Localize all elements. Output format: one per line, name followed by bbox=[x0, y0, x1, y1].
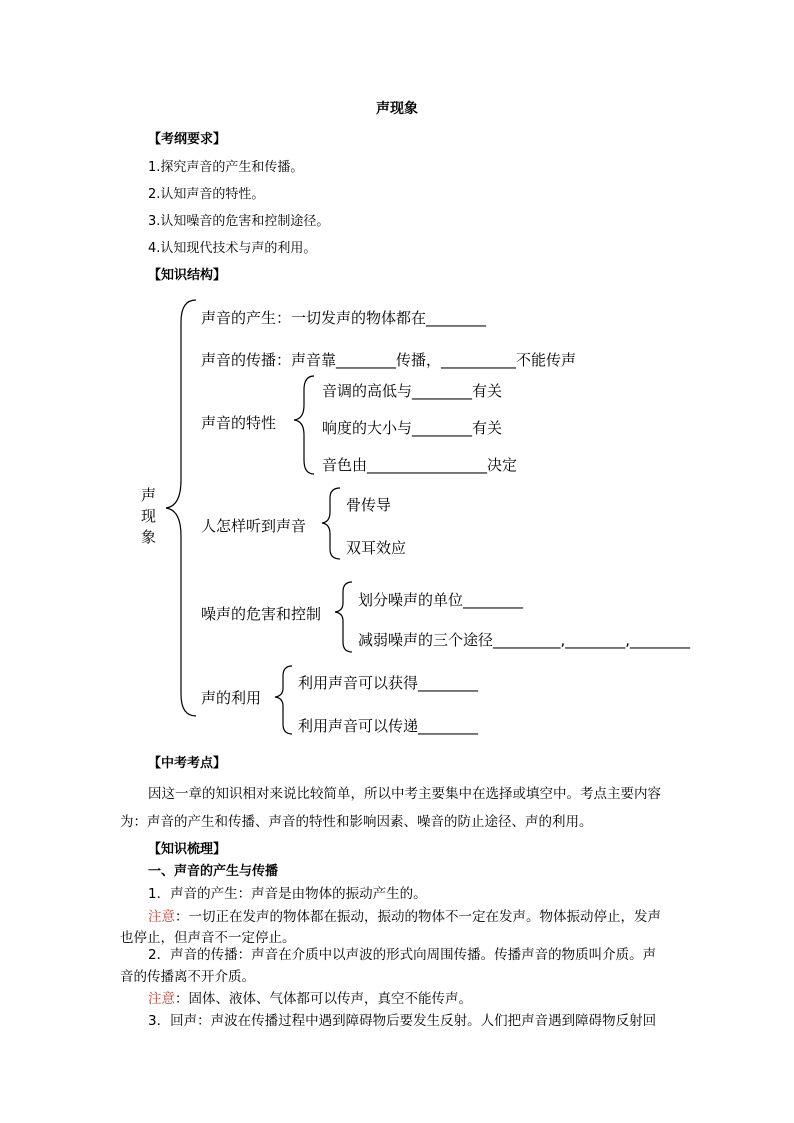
review-note-2 bbox=[148, 987, 472, 1007]
hearing-brace bbox=[322, 488, 340, 559]
note-2-text: ：固体、液体、气体都可以传声，真空不能传声。 bbox=[175, 991, 472, 1007]
requirement-1: 1.探究声音的产生和传播。 bbox=[148, 160, 304, 175]
tree-binaural: 双耳效应 bbox=[346, 539, 407, 557]
tree-propagation: 声音的传播：声音靠________传播，__________不能传声 bbox=[201, 351, 577, 369]
tree-root-char-3: 象 bbox=[141, 528, 157, 546]
tree-use: 声的利用 bbox=[201, 689, 262, 707]
noise-brace bbox=[335, 582, 352, 652]
tree-loudness: 响度的大小与________有关 bbox=[322, 419, 503, 437]
use-brace bbox=[275, 666, 292, 734]
tree-root-char-1: 声 bbox=[141, 486, 157, 504]
characteristics-brace bbox=[294, 376, 314, 474]
review-heading-1: 一、声音的产生与传播 bbox=[148, 864, 279, 879]
tree-pitch: 音调的高低与________有关 bbox=[322, 382, 503, 400]
requirement-4: 4.认知现代技术与声的利用。 bbox=[148, 241, 317, 256]
tree-production: 声音的产生：一切发声的物体都在________ bbox=[201, 309, 487, 327]
section-exam-points: 【中考考点】 bbox=[148, 756, 227, 771]
root-brace bbox=[166, 300, 196, 716]
review-note-1 bbox=[148, 905, 661, 925]
section-structure: 【知识结构】 bbox=[148, 268, 227, 283]
section-review: 【知识梳理】 bbox=[148, 842, 227, 857]
tree-noise-unit: 划分噪声的单位________ bbox=[358, 591, 524, 609]
tree-bone: 骨传导 bbox=[346, 496, 392, 514]
tree-noise-reduce: 减弱噪声的三个途径_________,________,________ bbox=[358, 631, 691, 649]
review-p2-line2: 音的传播离不开介质。 bbox=[120, 969, 255, 985]
review-p3: 3．回声：声波在传播过程中遇到障碍物后要发生反射。人们把声音遇到障碍物反射回 bbox=[148, 1013, 657, 1029]
note-label: 注意 bbox=[148, 991, 175, 1007]
tree-use-info: 利用声音可以获得________ bbox=[298, 674, 479, 692]
tree-hearing: 人怎样听到声音 bbox=[201, 517, 307, 535]
requirement-2: 2.认知声音的特性。 bbox=[148, 187, 265, 202]
tree-use-energy: 利用声音可以传递________ bbox=[298, 717, 479, 735]
tree-timbre: 音色由________________决定 bbox=[322, 456, 518, 474]
exam-text-line2: 为：声音的产生和传播、声音的特性和影响因素、噪音的防止途径、声的利用。 bbox=[120, 814, 593, 830]
review-p2-line1: 2．声音的传播：声音在介质中以声波的形式向周围传播。传播声音的物质叫介质。声 bbox=[148, 947, 657, 963]
exam-text-line1: 因这一章的知识相对来说比较简单，所以中考主要集中在选择或填空中。考点主要内容 bbox=[148, 786, 661, 802]
review-note-1-line2: 也停止，但声音不一定停止。 bbox=[120, 930, 296, 946]
requirement-3: 3.认知噪音的危害和控制途径。 bbox=[148, 214, 330, 229]
note-1-text: ：一切正在发声的物体都在振动，振动的物体不一定在发声。物体振动停止，发声 bbox=[175, 909, 661, 925]
tree-characteristics: 声音的特性 bbox=[201, 414, 277, 432]
section-requirements: 【考纲要求】 bbox=[148, 132, 227, 147]
tree-root-char-2: 现 bbox=[141, 507, 157, 525]
review-p1: 1．声音的产生：声音是由物体的振动产生的。 bbox=[148, 886, 427, 902]
page-title: 声现象 bbox=[376, 101, 418, 117]
tree-noise: 噪声的危害和控制 bbox=[201, 605, 322, 623]
note-label: 注意 bbox=[148, 909, 175, 925]
